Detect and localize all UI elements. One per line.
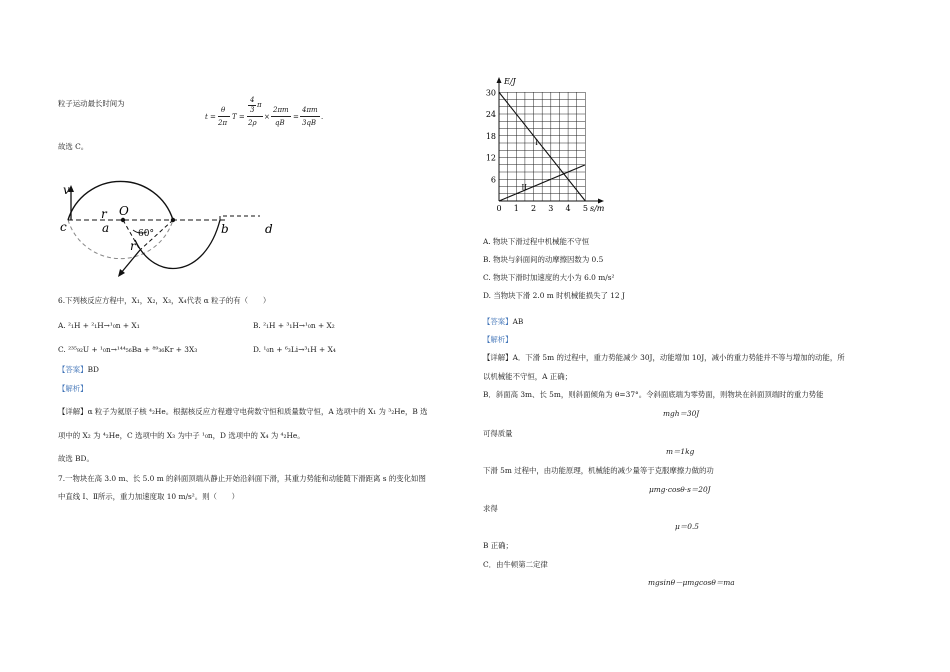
label-r2: r xyxy=(130,239,136,253)
q7-b-line-2: 下滑 5m 过程中，由功能原理，机械能的减少量等于克服摩擦力做的功 xyxy=(483,466,714,475)
eq-work: μmg·cosθ·s＝20J xyxy=(649,485,711,494)
x-tick-label: 4 xyxy=(565,204,571,213)
label-v: v xyxy=(63,183,70,197)
b-correct: B 正确； xyxy=(483,541,513,550)
x-tick-label: 3 xyxy=(548,204,554,213)
label-a: a xyxy=(102,221,110,235)
q6-stem: 6.下列核反应方程中，X₁，X₂，X₃，X₄代表 α 粒子的有（ ） xyxy=(58,296,271,305)
trajectory-arc xyxy=(135,220,220,268)
q6-choose: 故选 BD。 xyxy=(58,454,94,463)
label-b: b xyxy=(221,222,229,236)
detail-text: A．下滑 5m 的过程中，重力势能减少 30J，动能增加 10J，减小的重力势能并不等与增加的动能，所 xyxy=(512,353,845,362)
q7-b-line-1: B．斜面高 3m、长 5m，则斜面倾角为 θ=37°。令斜面底端为零势面，则物块在斜面顶端时的重力势能 xyxy=(483,390,824,399)
formula-eq: = xyxy=(293,113,299,121)
label-O: O xyxy=(119,204,129,218)
y-tick-label: 6 xyxy=(490,175,496,185)
frac-line xyxy=(271,116,291,117)
label-d: d xyxy=(265,222,273,236)
q6-answer xyxy=(58,365,99,375)
q7-detail-line-1 xyxy=(483,353,845,363)
intro-text: 粒子运动最长时间为 xyxy=(58,99,125,108)
frac-line xyxy=(300,116,320,117)
choose-c: 故选 C。 xyxy=(58,142,89,151)
q7-detail-line-2: 以机械能不守恒，A 正确； xyxy=(483,372,572,381)
q6-analysis-tag: 【解析】 xyxy=(58,384,88,393)
frac-line xyxy=(218,116,230,117)
mass-lead: 可得质量 xyxy=(483,429,513,438)
q7-option-b: B. 物块与斜面间的动摩擦因数为 0.5 xyxy=(483,255,604,264)
y-axis-arrow xyxy=(497,77,502,83)
formula-f3-num: 2πm xyxy=(273,106,289,114)
answer-tag: 【答案】 xyxy=(483,317,513,326)
boundary-step xyxy=(220,216,260,220)
x-tick-label: 5 xyxy=(582,204,588,213)
eq-mgh: mgh＝30J xyxy=(663,409,700,418)
y-tick-label: 24 xyxy=(485,110,496,119)
label-c: c xyxy=(60,220,67,234)
q7-stem-2: 中直线 Ⅰ、Ⅱ所示，重力加速度取 10 m/s²。则（ ） xyxy=(58,492,240,501)
formula-f2-bot: 3 xyxy=(250,106,255,114)
y-axis-label: E/J xyxy=(504,77,516,86)
formula-f4-num: 4πm xyxy=(302,106,318,114)
q7-c-line-1: C．由牛顿第二定律 xyxy=(483,560,548,569)
formula-lhs: t = xyxy=(205,113,216,121)
trajectory-figure xyxy=(55,168,290,278)
y-tick-label: 12 xyxy=(485,153,496,163)
q6-option-c: C. ²³⁵₉₂U + ¹₀n→¹⁴⁴₅₆Ba + ⁸⁹₃₆Kr + 3X₃ xyxy=(58,345,198,354)
formula-f2-top: 4 xyxy=(250,96,255,104)
q7-option-d: D. 当物块下滑 2.0 m 时机械能损失了 12 J xyxy=(483,291,625,300)
frac-line xyxy=(247,116,263,117)
q7-analysis-tag: 【解析】 xyxy=(483,335,513,344)
formula-f2-den: 2ρ xyxy=(248,119,257,127)
formula-T: T = xyxy=(232,113,245,121)
y-tick-label: 18 xyxy=(485,131,496,141)
solve-lead: 求得 xyxy=(483,504,498,513)
detail-tag: 【详解】 xyxy=(483,353,513,362)
q6-detail-line-1 xyxy=(58,407,428,417)
x-axis-arrow xyxy=(598,199,604,204)
q6-option-a: A. ²₁H + ²₁H→¹₀n + X₁ xyxy=(58,321,140,330)
detail-text: α 粒子为氦原子核 ⁴₂He。根据核反应方程遵守电荷数守恒和质量数守恒，A 选项中的 X₁ 为 ³₂He，B 选 xyxy=(87,407,428,416)
label-r: r xyxy=(101,207,107,221)
eq-mass: m＝1kg xyxy=(666,447,695,456)
eq-newton: mgsinθ－μmgcosθ＝ma xyxy=(648,578,735,587)
q6-detail-line-2: 项中的 X₂ 为 ⁴₂He，C 选项中的 X₃ 为中子 ¹₀n，D 选项中的 X₄ 为 ⁴₂He。 xyxy=(58,431,305,440)
formula-f1-num: θ xyxy=(221,106,226,114)
formula-f2-pi: π xyxy=(257,101,262,109)
formula-end: . xyxy=(321,113,324,121)
x-axis-label: s/m xyxy=(590,204,605,213)
q6-option-d: D. ¹₀n + ⁶₃Li→³₁H + X₄ xyxy=(253,345,336,354)
formula-f4-den: 3qB xyxy=(302,119,317,127)
label-angle: 60° xyxy=(138,229,154,239)
answer-value: BD xyxy=(87,365,99,374)
eq-mu: μ＝0.5 xyxy=(675,522,699,531)
detail-tag: 【详解】 xyxy=(58,407,88,416)
q7-stem-1: 7.一物块在高 3.0 m、长 5.0 m 的斜面顶端从静止开始沿斜面下滑，其重力势能和动能随下滑距离 s 的变化如图 xyxy=(58,474,426,483)
q7-answer xyxy=(483,317,523,327)
energy-chart xyxy=(483,70,608,220)
series-label-II: II xyxy=(521,183,527,192)
formula-times: × xyxy=(264,113,270,121)
q6-option-b: B. ²₁H + ³₁H→¹₀n + X₂ xyxy=(253,321,335,330)
q7-option-a: A. 物块下滑过程中机械能不守恒 xyxy=(483,237,590,246)
formula-f3-den: qB xyxy=(275,119,285,127)
circle-lower-arc xyxy=(68,220,173,259)
answer-tag: 【答案】 xyxy=(58,365,88,374)
exit-arrow xyxy=(121,250,140,273)
x-tick-label: 1 xyxy=(513,204,519,213)
y-tick-label: 30 xyxy=(485,88,496,98)
x-tick-label: 2 xyxy=(530,204,537,213)
answer-value: AB xyxy=(512,317,524,326)
x-tick-label: 0 xyxy=(496,204,502,213)
q7-option-c: C. 物块下滑时加速度的大小为 6.0 m/s² xyxy=(483,273,615,282)
formula-f1-den: 2π xyxy=(218,119,228,127)
series-label-I: I xyxy=(535,138,539,147)
